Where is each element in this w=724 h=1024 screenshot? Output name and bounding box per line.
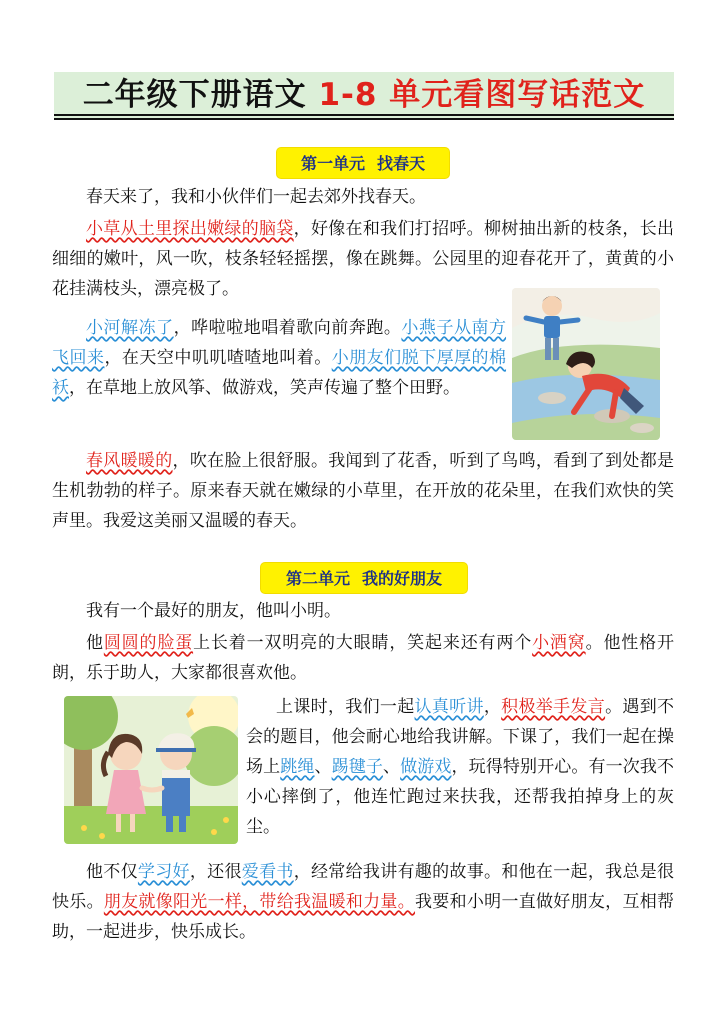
text-segment: ，还很 — [189, 862, 242, 882]
text-segment: ，哗啦啦地唱着歌向前奔跑。 — [173, 318, 402, 338]
unit2-heading: 第二单元 我的好朋友 — [260, 562, 468, 594]
highlight-blue: 小河解冻了 — [86, 318, 174, 338]
text-segment: 我要和小明一直做好朋友，互相帮助，一起进步，快乐成长。 — [52, 892, 675, 942]
text-segment: ，经常给我讲有趣的故事。和他在一起，我总是很快乐。 — [52, 862, 675, 912]
unit1-paragraph-3 — [52, 313, 506, 403]
unit2-paragraph-1: 我有一个最好的朋友，他叫小明。 — [86, 601, 341, 621]
text-segment: 上长着一双明亮的大眼睛，笑起来还有两个 — [193, 633, 533, 653]
page-title: 二年级下册语文 1-8 单元看图写话范文 — [82, 77, 646, 113]
highlight-red: 春风暖暖的 — [86, 451, 173, 471]
highlight-red: 朋友就像阳光一样，带给我温暖和力量。 — [103, 892, 416, 912]
text-segment: 。他性格开朗，乐于助人，大家都很喜欢他。 — [52, 633, 674, 683]
text-segment: 他不仅 — [86, 862, 138, 882]
unit2-paragraph-3 — [246, 692, 674, 842]
highlight-blue: 学习好 — [137, 862, 190, 882]
highlight-blue: 小朋友们脱下厚厚的棉袄 — [52, 348, 507, 398]
highlight-blue: 小燕子从南方飞回来 — [52, 318, 507, 368]
unit2-paragraph-4 — [52, 857, 674, 947]
unit2-paragraph-2 — [52, 628, 674, 688]
unit1-heading: 第一单元 找春天 — [276, 147, 450, 179]
highlight-blue: 踢毽子 — [331, 757, 383, 777]
highlight-red: 小草从土里探出嫩绿的脑袋 — [86, 219, 294, 239]
highlight-blue: 爱看书 — [241, 862, 294, 882]
highlight-red: 积极举手发言 — [501, 697, 606, 717]
title-banner — [54, 72, 674, 120]
highlight-red: 圆圆的脸蛋 — [103, 633, 194, 653]
unit1-paragraph-4 — [52, 446, 674, 536]
text-segment: ，好像在和我们打招呼。柳树抽出新的枝条，长出细细的嫩叶，风一吹，枝条轻轻摇摆，像在跳舞。公园里的迎春花开了，黄黄的小花挂满枝头，漂亮极了。 — [52, 219, 675, 299]
spring-stream-illustration — [512, 288, 660, 440]
highlight-blue: 认真听讲 — [414, 697, 484, 717]
text-segment: ，在草地上放风筝、做游戏，笑声传遍了整个田野。 — [69, 378, 460, 398]
text-segment: ，在天空中叽叽喳喳地叫着。 — [104, 348, 332, 368]
text-segment: 、 — [383, 757, 401, 777]
text-segment: ，吹在脸上很舒服。我闻到了花香，听到了鸟鸣，看到了到处都是生机勃勃的样子。原来春天就在嫩绿的小草里，在开放的花朵里，在我们欢快的笑声里。我爱这美丽又温暖的春天。 — [52, 451, 674, 531]
text-segment: 。遇到不会的题目，他会耐心地给我讲解。下课了，我们一起在操场上 — [246, 697, 675, 777]
highlight-blue: 做游戏 — [400, 757, 452, 777]
page-title-accent: 1-8 单元看图写话范文 — [318, 77, 646, 113]
text-segment: ， — [483, 697, 502, 717]
unit1-paragraph-1: 春天来了，我和小伙伴们一起去郊外找春天。 — [86, 187, 426, 207]
text-segment: 他 — [86, 633, 104, 653]
text-segment: 、 — [314, 757, 332, 777]
text-segment: 上课时，我们一起 — [276, 697, 415, 717]
text-segment: ，玩得特别开心。有一次我不小心摔倒了，他连忙跑过来扶我，还帮我拍掉身上的灰尘。 — [246, 757, 674, 837]
highlight-red: 小酒窝 — [532, 633, 586, 653]
friends-park-illustration — [64, 696, 238, 844]
highlight-blue: 跳绳 — [280, 757, 315, 777]
